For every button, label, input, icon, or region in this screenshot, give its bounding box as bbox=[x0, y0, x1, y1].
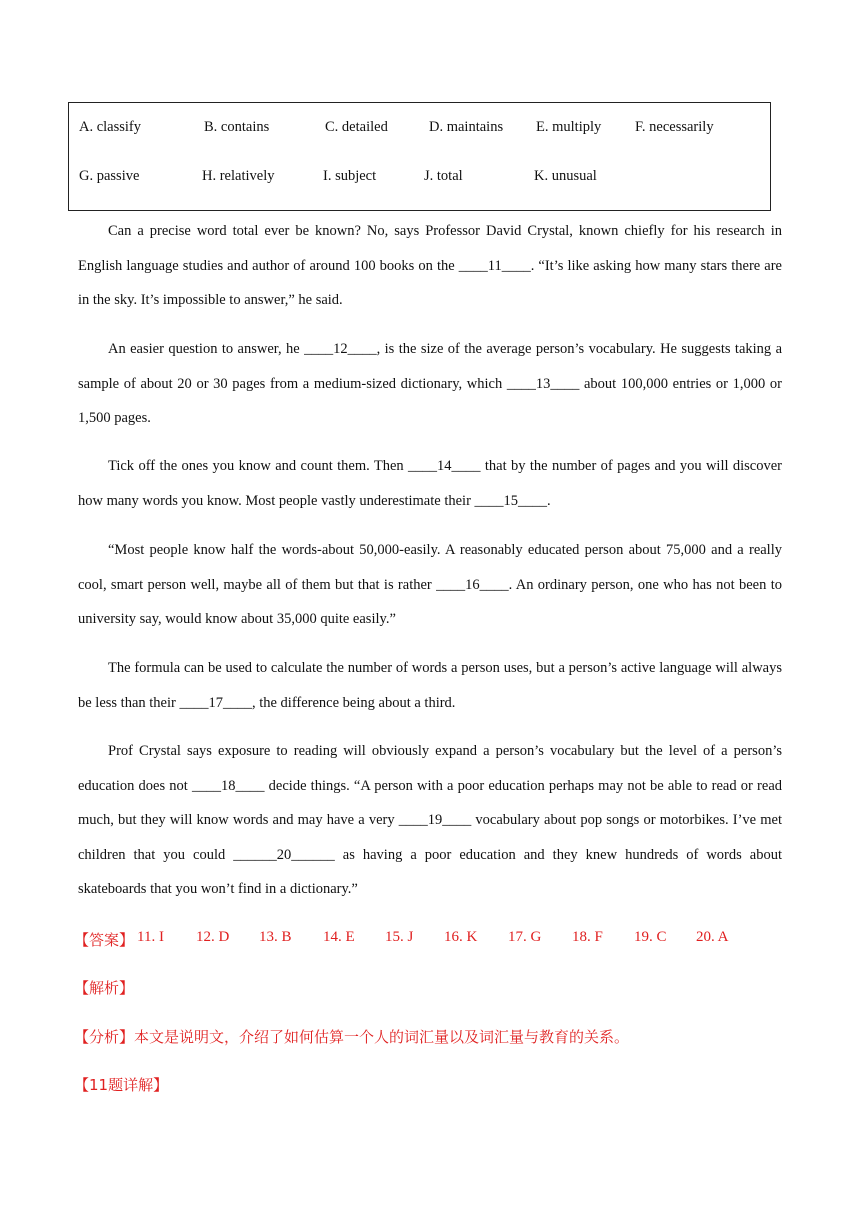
question-11-detail-label: 【11题详解】 bbox=[74, 1076, 169, 1094]
option-h: H. relatively bbox=[202, 168, 275, 184]
answer-line bbox=[74, 929, 774, 949]
answer-item: 11. I bbox=[137, 929, 164, 945]
option-i: I. subject bbox=[323, 168, 377, 184]
option-b: B. contains bbox=[204, 119, 270, 135]
answer-item: 18. F bbox=[572, 929, 603, 945]
passage-paragraph-2: An easier question to answer, he ____12____, is the size of the average person’s vocabulary. He suggests taking a sample of about 20 or 30 pages from a medium-sized dictionary, which ____13____ about 100,000 entries or 1,000 or 1,500 pages. bbox=[78, 341, 782, 426]
option-e: E. multiply bbox=[536, 119, 602, 135]
option-d: D. maintains bbox=[429, 119, 504, 135]
answer-item: 13. B bbox=[259, 929, 292, 945]
answer-item: 14. E bbox=[323, 929, 355, 945]
passage-paragraph-5: The formula can be used to calculate the number of words a person uses, but a person’s active language will always be less than their ____17____, the difference being about a third. bbox=[78, 660, 782, 711]
option-f: F. necessarily bbox=[635, 119, 714, 135]
answer-item: 16. K bbox=[444, 929, 478, 945]
passage-paragraph-6: Prof Crystal says exposure to reading will obviously expand a person’s vocabulary but the level of a person’s education does not ____18____ decide things. “A person with a poor education perhaps may not be able to read or read much, but they will know words and may have a very ____19____ vocabulary about pop songs or motorbikes. I’ve met children that you could ______20______ as having a poor education and they knew hundreds of words about skateboards that you won’t find in a dictionary.” bbox=[78, 743, 782, 897]
answer-item: 20. A bbox=[696, 929, 729, 945]
option-k: K. unusual bbox=[534, 168, 597, 184]
passage-paragraph-1: Can a precise word total ever be known? No, says Professor David Crystal, known chiefly for his research in English language studies and author of around 100 books on the ____11____. “It’s like asking how many stars there are in the sky. It’s impossible to answer,” he said. bbox=[78, 223, 782, 308]
answer-label: 【答案】 bbox=[74, 931, 135, 949]
answer-item: 12. D bbox=[196, 929, 230, 945]
option-g: G. passive bbox=[79, 168, 140, 184]
analysis-summary: 【分析】本文是说明文，介绍了如何估算一个人的词汇量以及词汇量与教育的关系。 bbox=[74, 1028, 630, 1046]
answer-item: 15. J bbox=[385, 929, 414, 945]
option-a: A. classify bbox=[79, 119, 142, 135]
passage-paragraph-3: Tick off the ones you know and count them. Then ____14____ that by the number of pages and you will discover how many words you know. Most people vastly underestimate their ____15____. bbox=[78, 458, 782, 509]
option-c: C. detailed bbox=[325, 119, 388, 135]
passage-paragraph-4: “Most people know half the words-about 50,000-easily. A reasonably educated person about 75,000 and a really cool, smart person well, maybe all of them but that is rather ____16____. An ordinary person, one who has not been to university say, would know about 35,000 quite easily.” bbox=[78, 542, 782, 627]
analysis-label: 【解析】 bbox=[74, 979, 135, 997]
word-bank-box bbox=[68, 102, 771, 211]
answer-item: 19. C bbox=[634, 929, 667, 945]
answer-item: 17. G bbox=[508, 929, 542, 945]
option-j: J. total bbox=[424, 168, 463, 184]
